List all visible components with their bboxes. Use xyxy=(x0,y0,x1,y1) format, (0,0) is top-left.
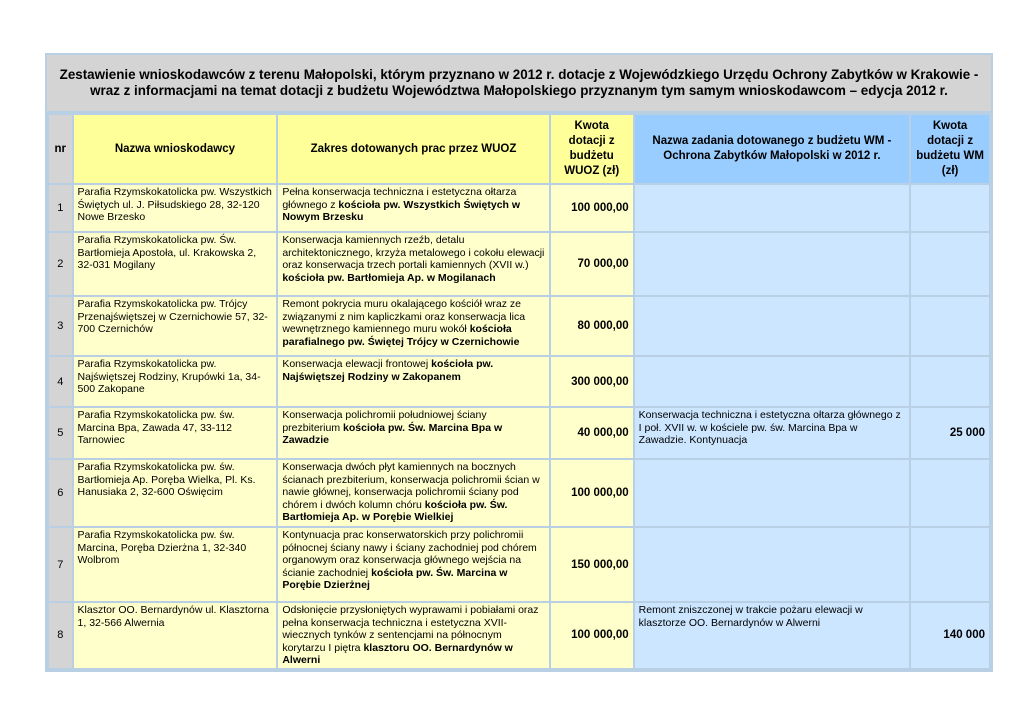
wuoz-amount-cell: 100 000,00 xyxy=(551,185,633,231)
scope-object-name: kościoła pw. Bartłomieja Ap. w Mogilanach xyxy=(282,271,496,284)
wm-task-cell xyxy=(635,357,909,406)
scope-cell xyxy=(278,408,548,458)
wm-amount-cell xyxy=(911,460,989,526)
scope-cell xyxy=(278,357,548,406)
scope-text: Kontynuacja prac konserwatorskich przy polichromii północnej ściany nawy i ściany zachodniej pod chórem organowym oraz konserwacja głównego wejścia na ścianie zachodniej xyxy=(282,529,537,579)
wm-amount-cell xyxy=(911,357,989,406)
table-row xyxy=(49,297,989,355)
row-number: 6 xyxy=(49,460,72,526)
row-number: 1 xyxy=(49,185,72,231)
wuoz-amount-cell: 100 000,00 xyxy=(551,460,633,526)
applicant-cell: Parafia Rzymskokatolicka pw. Trójcy Przenajświętszej w Czernichowie 57, 32-700 Czernichów xyxy=(74,297,277,355)
applicant-cell: Parafia Rzymskokatolicka pw. Św. Bartłomieja Apostoła, ul. Krakowska 2, 32-031 Mogilany xyxy=(74,233,277,295)
sheet-title xyxy=(47,55,991,113)
scope-text: Konserwacja dwóch płyt kamiennych na bocznych ścianach prezbiterium, konserwacja polichromii ścian w nawie głównej, konserwacja polichromii ściany pod chórem i dwóch kolumn chóru xyxy=(282,461,540,511)
wm-task-cell xyxy=(635,460,909,526)
scope-cell xyxy=(278,297,548,355)
scope-object-name: kościoła pw. Najświętszej Rodziny w Zakopanem xyxy=(282,358,494,383)
row-number: 3 xyxy=(49,297,72,355)
wm-task-cell xyxy=(635,185,909,231)
grants-table xyxy=(47,113,991,670)
wm-task-cell xyxy=(635,297,909,355)
header-wm-task: Nazwa zadania dotowanego z budżetu WM - Ochrona Zabytków Małopolski w 2012 r. xyxy=(635,115,909,183)
row-number: 7 xyxy=(49,528,72,601)
summary-sheet xyxy=(45,53,993,672)
applicant-cell: Parafia Rzymskokatolicka pw. Najświętszej Rodziny, Krupówki 1a, 34-500 Zakopane xyxy=(74,357,277,406)
title-line-1: Zestawienie wnioskodawców z terenu Małopolski, którym przyznano w 2012 r. dotacje z Wojewódzkiego Urzędu Ochrony Zabytków w Krakowie - xyxy=(59,67,979,82)
row-number: 4 xyxy=(49,357,72,406)
wuoz-amount-cell: 100 000,00 xyxy=(551,603,633,668)
row-number: 2 xyxy=(49,233,72,295)
wm-task-cell: Konserwacja techniczna i estetyczna ołtarza głównego z I poł. XVII w. w kościele pw. św. Marcina Bpa w Zawadzie. Kontynuacja xyxy=(635,408,909,458)
scope-object-name: klasztoru OO. Bernardynów w Alwerni xyxy=(282,641,513,666)
wm-amount-cell: 25 000 xyxy=(911,408,989,458)
scope-cell xyxy=(278,185,548,231)
scope-object-name: kościoła parafialnego pw. Świętej Trójcy w Czernichowie xyxy=(282,323,520,348)
wuoz-amount-cell: 150 000,00 xyxy=(551,528,633,601)
wm-amount-cell: 140 000 xyxy=(911,603,989,668)
wm-amount-cell xyxy=(911,233,989,295)
header-row xyxy=(49,115,989,183)
scope-cell xyxy=(278,460,548,526)
wuoz-amount-cell: 300 000,00 xyxy=(551,357,633,406)
scope-cell xyxy=(278,528,548,601)
scope-object-name: kościoła pw. Św. Marcina w Porębie Dzierżnej xyxy=(282,566,508,591)
table-row xyxy=(49,408,989,458)
scope-cell xyxy=(278,603,548,668)
wm-amount-cell xyxy=(911,185,989,231)
scope-text: Konserwacja elewacji frontowej xyxy=(282,358,432,370)
table-row xyxy=(49,603,989,668)
scope-text: Konserwacja polichromii południowej ściany prezbiterium xyxy=(282,409,487,434)
scope-text: Konserwacja kamiennych rzeźb, detalu architektonicznego, krzyża metalowego i cokołu elewacji oraz konserwacja trzech portali kamiennych (XVII w.) xyxy=(282,234,545,271)
applicant-cell: Klasztor OO. Bernardynów ul. Klasztorna 1, 32-566 Alwernia xyxy=(74,603,277,668)
wuoz-amount-cell: 80 000,00 xyxy=(551,297,633,355)
wm-task-cell xyxy=(635,233,909,295)
wm-amount-cell xyxy=(911,297,989,355)
header-scope: Zakres dotowanych prac przez WUOZ xyxy=(278,115,548,183)
scope-cell xyxy=(278,233,548,295)
table-row xyxy=(49,357,989,406)
scope-object-name: kościoła pw. Wszystkich Świętych w Nowym Brzesku xyxy=(282,198,521,223)
header-wm-amount: Kwota dotacji z budżetu WM (zł) xyxy=(911,115,989,183)
applicant-cell: Parafia Rzymskokatolicka pw. Wszystkich Świętych ul. J. Piłsudskiego 28, 32-120 Nowe Brzesko xyxy=(74,185,277,231)
title-line-2: wraz z informacjami na temat dotacji z budżetu Województwa Małopolskiego przyznanym tym samym wnioskodawcom – edycja 2012 r. xyxy=(90,83,948,98)
wuoz-amount-cell: 70 000,00 xyxy=(551,233,633,295)
row-number: 5 xyxy=(49,408,72,458)
wm-task-cell: Remont zniszczonej w trakcie pożaru elewacji w klasztorze OO. Bernardynów w Alwerni xyxy=(635,603,909,668)
applicant-cell: Parafia Rzymskokatolicka pw. św. Bartłomieja Ap. Poręba Wielka, Pl. Ks. Hanusiaka 2, 32-600 Oświęcim xyxy=(74,460,277,526)
applicant-cell: Parafia Rzymskokatolicka pw. św. Marcina Bpa, Zawada 47, 33-112 Tarnowiec xyxy=(74,408,277,458)
row-number: 8 xyxy=(49,603,72,668)
header-nr: nr xyxy=(49,115,72,183)
header-wuoz-amount: Kwota dotacji z budżetu WUOZ (zł) xyxy=(551,115,633,183)
table-row xyxy=(49,460,989,526)
wuoz-amount-cell: 40 000,00 xyxy=(551,408,633,458)
table-row xyxy=(49,185,989,231)
scope-text: Pełna konserwacja techniczna i estetyczna ołtarza głównego z xyxy=(282,186,517,211)
scope-object-name: kościoła pw. Św. Bartłomieja Ap. w Porębie Wielkiej xyxy=(282,498,508,523)
table-row xyxy=(49,528,989,601)
table-row xyxy=(49,233,989,295)
scope-text: Odsłonięcie przysłoniętych wyprawami i pobiałami oraz pełna konserwacja techniczna i estetyczna XVII-wiecznych tynków z sentencjami na północnym korytarzu I piętra xyxy=(282,604,539,654)
scope-object-name: kościoła pw. Św. Marcina Bpa w Zawadzie xyxy=(282,421,503,446)
wm-amount-cell xyxy=(911,528,989,601)
header-applicant: Nazwa wnioskodawcy xyxy=(74,115,277,183)
wm-task-cell xyxy=(635,528,909,601)
scope-text: Remont pokrycia muru okalającego kościół wraz ze związanymi z nim kapliczkami oraz konserwacja lica wewnętrznego kamiennego muru wokół xyxy=(282,298,526,335)
applicant-cell: Parafia Rzymskokatolicka pw. św. Marcina, Poręba Dzierżna 1, 32-340 Wolbrom xyxy=(74,528,277,601)
